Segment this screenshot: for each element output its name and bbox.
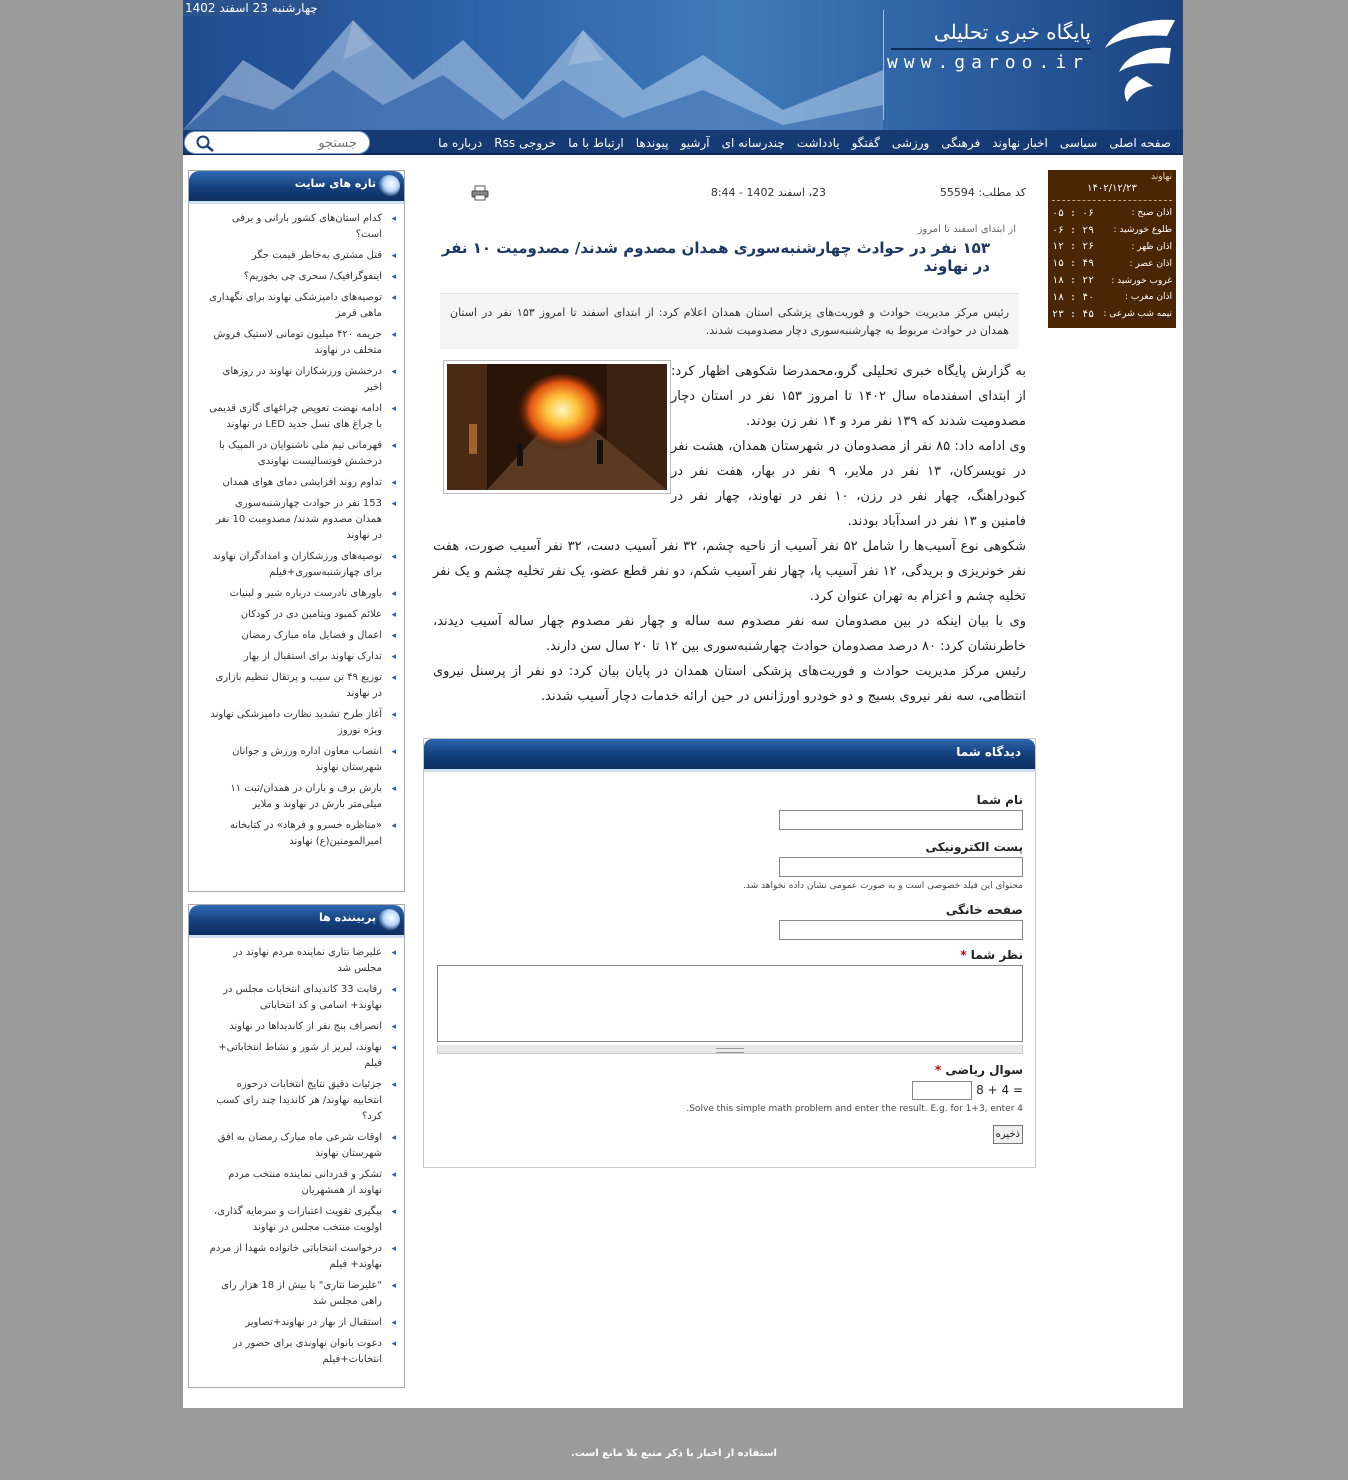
prayer-time: ۲۳ : ۴۵ — [1052, 308, 1095, 320]
popular-news-item[interactable]: ◂ علیرضا نتاری نماینده مردم نهاوند در مجلس شد — [209, 943, 396, 980]
latest-news-item[interactable]: ◂ اعمال و فضایل ماه مبارک رمضان — [209, 626, 396, 647]
popular-news-item[interactable]: ◂ تشکر و قدردانی نماینده منتخب مردم نهاوند از همشهریان — [209, 1165, 396, 1202]
name-input[interactable] — [779, 810, 1023, 830]
header-date: چهارشنبه 23 اسفند 1402 — [183, 0, 323, 16]
footer-text: استفاده از اخبار با ذکر منبع بلا مانع است. — [571, 1448, 777, 1459]
latest-news-item[interactable]: ◂ 153 نفر در حوادث چهارشنبه‌سوری همدان مصدوم شدند/ مصدومیت 10 نفر در نهاوند — [209, 494, 396, 547]
search-box — [184, 131, 370, 154]
latest-news-item[interactable]: ◂ باورهای نادرست درباره شیر و لبنیات — [209, 584, 396, 605]
latest-news-item[interactable]: ◂ توزیع ۴۹ تن سیب و پرتقال تنظیم بازاری در نهاوند — [209, 668, 396, 705]
site-header — [183, 0, 1183, 130]
nav-item-archive[interactable]: آرشیو — [680, 135, 710, 150]
prayer-time: ۱۸ : ۲۲ — [1052, 275, 1095, 287]
prayer-times-box — [1048, 170, 1176, 328]
latest-news-item[interactable]: ◂ انتصاب معاون اداره ورزش و جوانان شهرستان نهاوند — [209, 742, 396, 779]
nav-item-culture[interactable]: فرهنگی — [941, 135, 981, 150]
main-navbar — [183, 130, 1183, 155]
article-code: کد مطلب: 55594 — [939, 186, 1026, 199]
comment-form — [423, 738, 1036, 1168]
comment-field-group — [437, 948, 1023, 1054]
popular-news-item[interactable]: ◂ نهاوند، لبریز از شور و نشاط انتخاباتی+ فیلم — [209, 1038, 396, 1075]
math-field-group — [437, 1063, 1023, 1114]
prayer-row — [1052, 306, 1172, 323]
textarea-resize-grip[interactable] — [437, 1045, 1023, 1054]
latest-news-item[interactable]: ◂ تداوم روند افزایشی دمای هوای همدان — [209, 473, 396, 494]
article-datetime: 23، اسفند 1402 - 8:44 — [710, 186, 826, 199]
popular-news-item[interactable]: ◂ پیگیری تقویت اعتبارات و سرمایه گذاری، اولویت منتخب مجلس در نهاوند — [209, 1202, 396, 1239]
article-kicker: از ابتدای اسفند تا امروز — [917, 224, 1016, 235]
homepage-label: صفحه خانگی — [945, 903, 1023, 917]
name-label: نام شما — [976, 793, 1023, 807]
article-paragraph: وی ادامه داد: ۸۵ نفر از مصدومان در شهرستان همدان، هشت نفر در تویسرکان، ۱۳ نفر در ملایر، ۹ نفر در بهار، هفت نفر در کبودراهنگ، چهار نفر در رزن، ۱۰ نفر در نهاوند، چهار نفر در فامنین و ۱۳ نفر در اسدآباد بودند. — [671, 439, 1027, 530]
popular-news-item[interactable]: ◂ جزئیات دقیق نتایج انتخابات درحوزه انتخابیه نهاوند/ هر کاندیدا چند رای کسب کرد؟ — [209, 1075, 396, 1128]
main-nav — [432, 130, 1177, 155]
article-headline: ۱۵۳ نفر در حوادث چهارشنبه‌سوری همدان مصدوم شدند/ مصدومیت ۱۰ نفر در نهاوند — [441, 239, 990, 275]
nav-item-sports[interactable]: ورزشی — [891, 135, 930, 150]
site-url: www.garoo.ir — [886, 52, 1089, 73]
nav-item-interview[interactable]: گفتگو — [851, 135, 880, 150]
required-mark: * — [960, 948, 967, 962]
prayer-time: ۱۸ : ۴۰ — [1052, 291, 1095, 303]
site-title: پایگاه خبری تحلیلی — [933, 20, 1091, 44]
email-label: پست الکترونیکی — [925, 840, 1023, 854]
article-body — [433, 359, 1026, 709]
nav-item-links[interactable]: پیوندها — [635, 135, 669, 150]
math-hint: Solve this simple math problem and enter the result. E.g. for 1+3, enter 4. — [686, 1104, 1023, 1114]
comment-textarea[interactable] — [437, 965, 1023, 1042]
latest-news-item[interactable]: ◂ علائم کمبود ویتامین دی در کودکان — [209, 605, 396, 626]
prayer-row — [1052, 272, 1172, 289]
prayer-time: ۱۲ : ۲۶ — [1052, 241, 1095, 253]
email-hint: محتوای این فیلد خصوصی است و به صورت عمومی نشان داده نخواهد شد. — [743, 881, 1023, 891]
email-input[interactable] — [779, 857, 1023, 877]
comment-header-band — [424, 769, 1035, 772]
latest-news-item[interactable]: ◂ درخشش ورزشکاران نهاوند در روزهای اخیر — [209, 362, 396, 399]
search-input[interactable] — [229, 134, 359, 152]
latest-news-item[interactable]: ◂ قهرمانی تیم ملی ناشنوایان در المپیک با درخشش فوتسالیست نهاوندی — [209, 436, 396, 473]
popular-news-item[interactable]: ◂ رقابت 33 کاندیدای انتخابات مجلس در نهاوند+ اسامی و کد انتخاباتی — [209, 980, 396, 1017]
math-label-text: سوال ریاضی — [945, 1063, 1023, 1077]
article-lead: رئیس مرکز مدیریت حوادث و فوریت‌های پزشکی استان همدان اعلام کرد: از ابتدای اسفند تا امروز ۱۵۳ نفر در استان همدان در حوادث مربوط به چهارشنبه‌سوری دچار مصدومیت شدند. — [440, 293, 1019, 349]
latest-news-item[interactable]: ◂ آغاز طرح تشدید نظارت دامپزشکی نهاوند ویژه نوروز — [209, 705, 396, 742]
prayer-label: غروب خورشید : — [1111, 275, 1172, 286]
article-photo — [443, 360, 671, 494]
prayer-row — [1052, 289, 1172, 306]
prayer-time: ۱۵ : ۴۹ — [1052, 258, 1095, 270]
prayer-label: اذان مغرب : — [1125, 292, 1172, 303]
search-icon[interactable] — [195, 134, 215, 152]
prayer-time: ۰۶ : ۲۹ — [1052, 224, 1095, 236]
prayer-label: طلوع خورشید : — [1113, 225, 1172, 236]
prayer-divider — [1052, 200, 1172, 201]
popular-news-item[interactable]: ◂ درخواست انتخاباتی خانواده شهدا از مردم نهاوند+ فیلم — [209, 1239, 396, 1276]
latest-news-item[interactable]: ◂ جریمه ۴۲۰ میلیون تومانی لاستیک فروش متخلف در نهاوند — [209, 325, 396, 362]
latest-news-item[interactable]: ◂ کدام استان‌های کشور بارانی و برفی است؟ — [209, 209, 396, 246]
nav-item-multimedia[interactable]: چندرسانه ای — [721, 135, 785, 150]
nav-item-rss[interactable]: خروجی Rss — [494, 135, 557, 150]
prayer-row — [1052, 205, 1172, 222]
header-rule — [891, 48, 1091, 50]
latest-news-list — [189, 204, 404, 861]
article-paragraph: به گزارش پایگاه خبری تحلیلی گرو،محمدرضا شکوهی اظهار کرد: از ابتدای اسفندماه سال ۱۴۰۲ تا امروز ۱۵۳ نفر در استان دچار مصدومیت شدند که ۱۳۹ نفر مرد و ۱۴ نفر زن بودند. — [671, 364, 1027, 430]
article — [433, 180, 1026, 709]
prayer-time: ۰۵ : ۰۶ — [1052, 207, 1095, 219]
email-field-group — [437, 840, 1023, 891]
popular-news-list — [189, 938, 404, 1379]
article-paragraph: رئیس مرکز مدیریت حوادث و فوریت‌های پزشکی استان همدان در پایان بیان کرد: دو نفر از پرسنل نیروی انتظامی، سه نفر نیروی بسیج و دو خودرو اورژانس در حین ارائه خدمات دچار آسیب شدند. — [433, 664, 1026, 705]
header-mountain-image — [183, 0, 883, 130]
latest-news-item[interactable]: ◂ توصیه‌های ورزشکاران و امدادگران نهاوند برای چهارشنبه‌سوری+فیلم — [209, 547, 396, 584]
comment-label — [437, 948, 1023, 962]
homepage-field-group — [437, 903, 1023, 940]
popular-news-item[interactable]: ◂ انصراف پنج نفر از کاندیداها در نهاوند — [209, 1017, 396, 1038]
prayer-label: اذان صبح : — [1131, 208, 1172, 219]
article-paragraph: وی با بیان اینکه در بین مصدومان سه نفر مصدوم سه ساله و چهار نفر مصدوم چهار ساله آسیب دیدند، خاطرنشان کرد: ۸۰ درصد مصدومان حوادث چهارشنبه‌سوری بین ۱۲ تا ۲۰ سال سن دارند. — [433, 614, 1026, 655]
homepage-input[interactable] — [779, 920, 1023, 940]
nav-item-contact[interactable]: ارتباط با ما — [568, 135, 624, 150]
latest-news-item[interactable]: ◂ ادامه نهضت تعویض چراغهای گازی قدیمی با چراغ های نسل جدید LED در نهاوند — [209, 399, 396, 436]
popular-news-item[interactable]: ◂ دعوت بانوان نهاوندی برای حضور در انتخابات+فیلم — [209, 1334, 396, 1371]
fire-explosion-image — [447, 364, 667, 490]
nav-item-about[interactable]: درباره ما — [438, 135, 483, 150]
page — [183, 0, 1183, 1408]
prayer-label: اذان عصر : — [1129, 258, 1172, 269]
latest-news-box — [188, 170, 405, 892]
name-field-group — [437, 793, 1023, 830]
article-meta — [433, 180, 1026, 202]
popular-news-item[interactable]: ◂ استقبال از بهار در نهاوند+تصاویر — [209, 1313, 396, 1334]
prayer-city: نهاوند — [1151, 172, 1172, 182]
latest-news-item[interactable]: ◂ قتل مشتری به‌خاطر قیمت جگر — [209, 246, 396, 267]
math-answer-input[interactable] — [912, 1081, 972, 1100]
latest-news-item[interactable]: ◂ تدارک نهاوند برای استقبال از بهار — [209, 647, 396, 668]
latest-news-item[interactable]: ◂ توصیه‌های دامپزشکی نهاوند برای نگهداری ماهی قرمز — [209, 288, 396, 325]
latest-news-item[interactable]: ◂ بارش برف و باران در همدان/ثبت ۱۱ میلی‌متر بارش در نهاوند و ملایر — [209, 779, 396, 816]
math-row — [437, 1081, 1023, 1100]
comment-form-title: دیدگاه شما — [424, 739, 1035, 769]
prayer-row — [1052, 255, 1172, 272]
comment-label-text: نظر شما — [970, 948, 1023, 962]
prayer-row — [1052, 222, 1172, 239]
math-question: 8 + 4 = — [976, 1083, 1023, 1097]
nav-item-notes[interactable]: یادداشت — [796, 135, 840, 150]
submit-group — [437, 1125, 1023, 1144]
nav-item-politics[interactable]: سیاسی — [1059, 135, 1098, 150]
prayer-label: نیمه شب شرعی : — [1103, 309, 1172, 320]
popular-news-item[interactable]: ◂ اوقات شرعی ماه مبارک رمضان به افق شهرستان نهاوند — [209, 1128, 396, 1165]
latest-news-item[interactable]: ◂ «مناظره خسرو و فرهاد» در کتابخانه امیرالمومنین(ع) نهاوند — [209, 816, 396, 853]
nav-item-home[interactable]: صفحه اصلی — [1109, 135, 1171, 150]
latest-news-title: تازه های سایت — [189, 171, 404, 201]
popular-news-title: پربیننده ها — [189, 905, 404, 935]
prayer-row — [1052, 239, 1172, 256]
submit-button[interactable]: ذخیره — [993, 1125, 1023, 1144]
math-label — [437, 1063, 1023, 1077]
latest-news-item[interactable]: ◂ اینفوگرافیک/ سحری چی بخوریم؟ — [209, 267, 396, 288]
required-mark: * — [934, 1063, 942, 1077]
nav-item-nahavand-news[interactable]: اخبار نهاوند — [992, 135, 1048, 150]
print-icon[interactable] — [471, 185, 489, 201]
article-paragraph: شکوهی نوع آسیب‌ها را شامل ۵۲ نفر آسیب از ناحیه چشم، ۳۲ نفر آسیب دست، ۳۲ نفر آسیب صورت، هفت نفر خونریزی و بریدگی، ۱۲ نفر آسیب پا، چهار نفر آسیب شکم، دو نفر قطع عضو، یک نفر تخلیه چشم و یک نفر تخلیه چشم و اعزام به تهران عنوان کرد. — [433, 539, 1026, 605]
popular-news-box — [188, 904, 405, 1388]
popular-news-item[interactable]: ◂ "علیرضا نتاری" با بیش از 18 هزار رای راهی مجلس شد — [209, 1276, 396, 1313]
prayer-label: اذان ظهر : — [1131, 241, 1172, 252]
prayer-date: ۱۴۰۲/۱۲/۲۳ — [1087, 183, 1137, 194]
site-logo-icon — [1097, 14, 1179, 109]
